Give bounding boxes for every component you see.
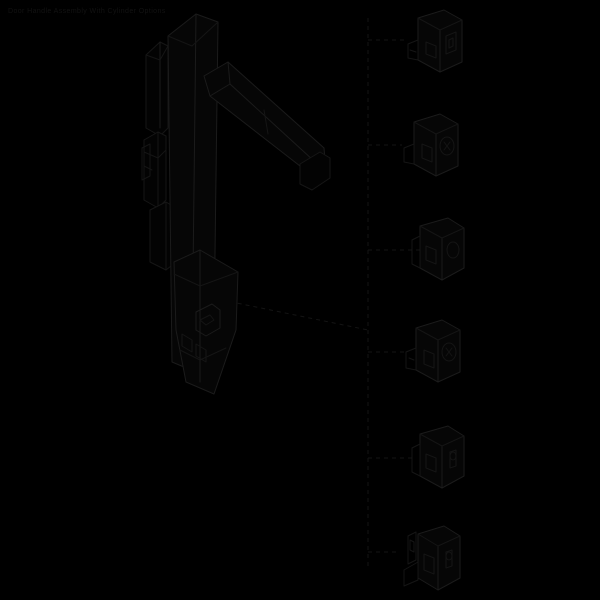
variant-3-blank-cover[interactable] [412, 218, 464, 280]
lever-handle [204, 62, 330, 190]
variant-4-thumbturn[interactable] [406, 320, 460, 382]
variant-1-euro-profile[interactable] [408, 10, 462, 72]
escutcheon [174, 250, 238, 394]
variant-5-keyhole[interactable] [412, 426, 464, 488]
figure-title: Door Handle Assembly With Cylinder Options [8, 8, 166, 15]
variant-6-key-inserted[interactable] [404, 526, 460, 590]
variant-2-round-knob[interactable] [404, 114, 458, 176]
handle-assembly-group [142, 14, 330, 394]
